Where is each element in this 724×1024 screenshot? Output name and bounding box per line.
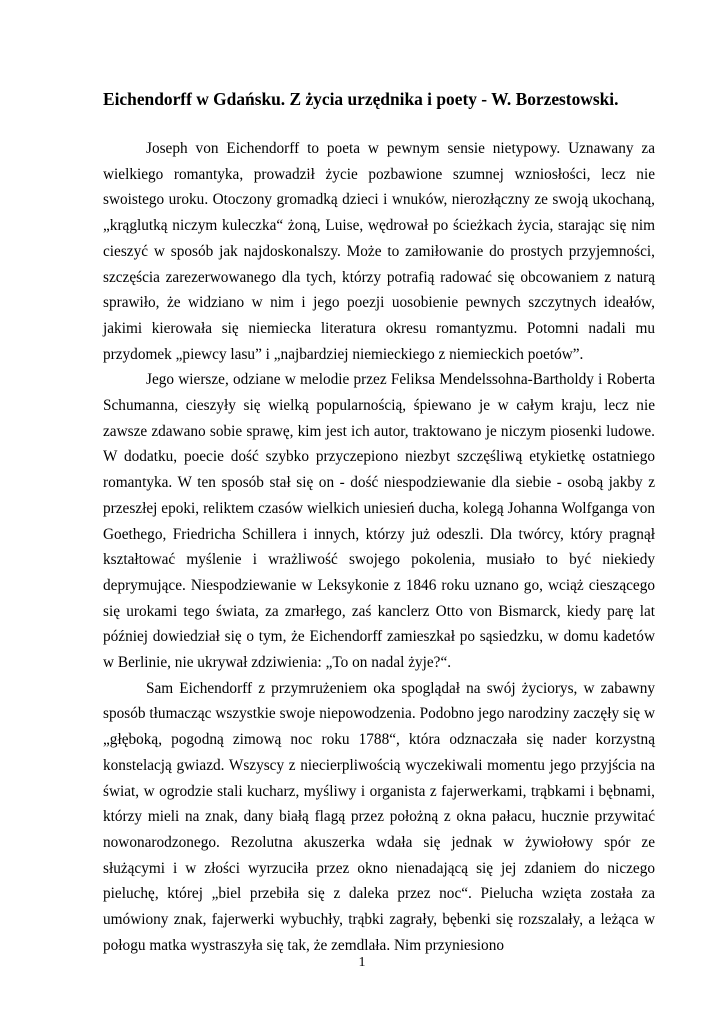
document-body [103, 136, 655, 959]
document-title: Eichendorff w Gdańsku. Z życia urzędnika i poety - W. Borzestowski. [103, 89, 619, 109]
page-number: 1 [358, 955, 366, 970]
paragraph-3: Sam Eichendorff z przymrużeniem oka spoglądał na swój życiorys, w zabawny sposób tłumacząc wszystkie swoje niepowodzenia. Podobno jego narodziny zaczęły się w „głęboką, pogodną zimową noc roku 1788“, która odznaczała się nader korzystną konstelacją gwiazd. Wszyscy z niecierpliwością wyczekiwali momentu jego przyjścia na świat, w ogrodzie stali kucharz, myśliwy i organista z fajerwerkami, trąbkami i bębnami, którzy mieli na znak, dany białą flagą przez położną z okna pałacu, hucznie przywitać nowonarodzonego. Rezolutna akuszerka wdała się jednak w żywiołowy spór ze służącymi i w złości wyrzuciła przez okno nienadającą się jej zdaniem do niczego pieluchę, której „biel przebiła się z daleka przez noc“. Pielucha wzięta została za umówiony znak, fajerwerki wybuchły, trąbki zagrały, bębenki się rozszalały, a leżąca w połogu matka wystraszyła się tak, że zemdlała. Nim przyniesiono [103, 679, 655, 954]
paragraph-2: Jego wiersze, odziane w melodie przez Feliksa Mendelssohna-Bartholdy i Roberta Schumanna, cieszyły się wielką popularnością, śpiewano je w całym kraju, lecz nie zawsze zdawano sobie sprawę, kim jest ich autor, traktowano je niczym piosenki ludowe. W dodatku, poecie dość szybko przyczepiono niezbyt szczęśliwą etykietkę ostatniego romantyka. W ten sposób stał się on - dość niespodziewanie dla siebie - osobą jakby z przeszłej epoki, reliktem czasów wielkich uniesień ducha, kolegą Johanna Wolfganga von Goethego, Friedricha Schillera i innych, którzy już odeszli. Dla twórcy, który pragnął kształtować myślenie i wrażliwość swojego pokolenia, musiało to być niekiedy deprymujące. Niespodziewanie w Leksykonie z 1846 roku uznano go, wciąż cieszącego się urokami tego świata, za zmarłego, zaś kanclerz Otto von Bismarck, kiedy parę lat później dowiedział się o tym, że Eichendorff zamieszkał po sąsiedzku, w domu kadetów w Berlinie, nie ukrywał zdziwienia: „To on nadal żyje?“. [103, 371, 655, 672]
paragraph-1: Joseph von Eichendorff to poeta w pewnym sensie nietypowy. Uznawany za wielkiego romantyka, prowadził życie pozbawione szumnej wzniosłości, lecz nie swoistego uroku. Otoczony gromadką dzieci i wnuków, nierozłączny ze swoją ukochaną, „krąglutką niczym kuleczka“ żoną, Luise, wędrował po ścieżkach życia, starając się nim cieszyć w sposób jak najdoskonalszy. Może to zamiłowanie do prostych przyjemności, szczęścia zarezerwowanego dla tych, którzy potrafią radować się obcowaniem z naturą sprawiło, że widziano w nim i jego poezji uosobienie pewnych szczytnych ideałów, jakimi kierowała się niemiecka literatura okresu romantyzmu. Potomni nadali mu przydomek „piewcy lasu” i „najbardziej niemieckiego z niemieckich poetów”. [103, 140, 655, 363]
